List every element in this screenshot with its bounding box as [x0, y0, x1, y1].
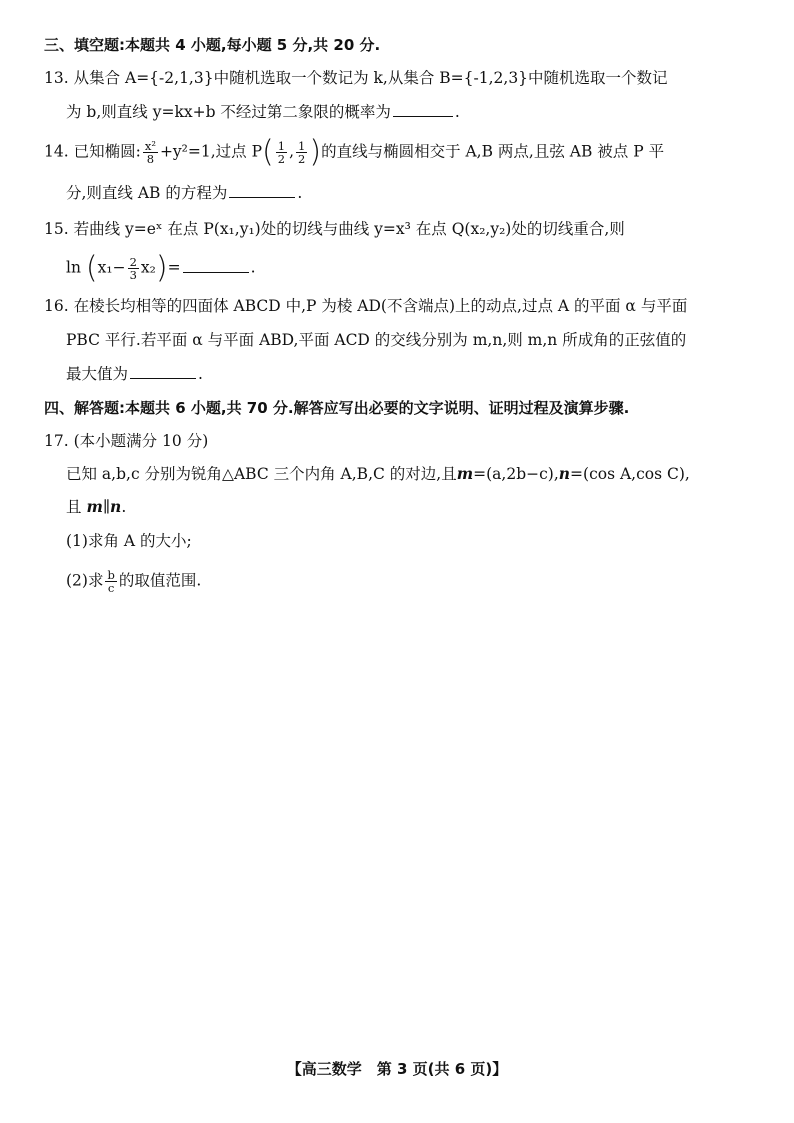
q14-fraction-ellipse: [143, 140, 158, 165]
q17-title: 17. (本小题满分 10 分): [44, 432, 209, 450]
q17-fraction-num: b: [107, 568, 115, 582]
q14-fraction-ellipse-num: x²: [144, 139, 156, 153]
q15-fraction-num: 2: [129, 255, 137, 269]
q15-answer-blank: [183, 257, 249, 273]
section-4-header: 四、解答题:本题共 6 小题,共 70 分.解答应写出必要的文字说明、证明过程及演算步骤.: [44, 399, 630, 417]
q14-left-paren: (: [262, 134, 274, 170]
q14-fraction-py: [296, 140, 307, 165]
q13-line-2: [66, 101, 460, 122]
q15-left-paren: (: [85, 250, 98, 286]
q17-part-2-pre: (2)求: [66, 571, 104, 590]
q15-equals: =: [167, 258, 181, 277]
q17-fraction-den: c: [107, 581, 115, 595]
q17-line-2: [66, 497, 126, 517]
q16-end: .: [198, 365, 203, 383]
q13-answer-blank: [393, 101, 453, 117]
q13-line-1: 13. 从集合 A={-2,1,3}中随机选取一个数记为 k,从集合 B={-1,2,3}中随机选取一个数记: [44, 69, 668, 87]
q14-number: 14.: [44, 142, 69, 161]
q16-line-3: [66, 363, 203, 384]
q17-line-2-end: .: [121, 498, 127, 516]
page-footer: 【高三数学 第 3 页(共 6 页)】: [286, 1060, 508, 1078]
q14-fraction-py-den: 2: [298, 152, 306, 166]
q15-fraction-den: 3: [129, 268, 137, 282]
q14-fraction-px: [276, 140, 287, 165]
vector-m-2: m: [86, 497, 103, 516]
q17-line-2-a: 且: [66, 498, 82, 516]
q16-line-1: 16. 在棱长均相等的四面体 ABCD 中,P 为棱 AD(不含端点)上的动点,过点 A 的平面 α 与平面: [44, 297, 688, 315]
section-3-header: 三、填空题:本题共 4 小题,每小题 5 分,共 20 分.: [44, 36, 381, 54]
q17-line-1-b: =(a,2b−c),: [473, 465, 559, 483]
q17-part-1: (1)求角 A 的大小;: [66, 532, 192, 550]
q14-line-2-text: 分,则直线 AB 的方程为: [66, 184, 228, 202]
q17-part-2: [66, 569, 201, 594]
q14-fraction-ellipse-den: 8: [146, 152, 155, 166]
q13-end: .: [454, 103, 460, 121]
q17-line-1-a: 已知 a,b,c 分别为锐角△ABC 三个内角 A,B,C 的对边,且: [66, 465, 457, 483]
q16-line-2: PBC 平行.若平面 α 与平面 ABD,平面 ACD 的交线分别为 m,n,则 m,n 所成角的正弦值的: [66, 331, 687, 349]
q15-line-1: 15. 若曲线 y=eˣ 在点 P(x₁,y₁)处的切线与曲线 y=x³ 在点 Q(x₂,y₂)处的切线重合,则: [44, 220, 625, 238]
q17-fraction-b-over-c: [105, 569, 116, 594]
q14-fraction-px-num: 1: [277, 139, 286, 153]
q14-right-paren: ): [309, 134, 322, 170]
q14-end: .: [297, 184, 303, 202]
q14-text-b: +y²=1,过点 P: [159, 142, 263, 161]
q13-text: 为 b,则直线 y=kx+b 不经过第二象限的概率为: [66, 103, 391, 121]
q14-answer-blank: [229, 182, 295, 198]
vector-n-2: n: [110, 497, 122, 516]
q17-line-1: [66, 464, 690, 484]
q17-part-2-post: 的取值范围.: [118, 571, 202, 590]
q15-fraction: [128, 256, 139, 281]
q14-text-c: 的直线与椭圆相交于 A,B 两点,且弦 AB 被点 P 平: [321, 142, 665, 161]
q15-ln: ln: [66, 258, 81, 277]
vector-n: n: [558, 464, 571, 483]
q15-end: .: [250, 258, 256, 277]
q14-fraction-py-num: 1: [298, 139, 306, 153]
q14-line-2: [66, 182, 302, 203]
q15-line-2: [66, 250, 256, 286]
q16-answer-blank: [130, 363, 196, 379]
q14-line-1: 14. 已知椭圆: $\frac{\text{x²}}{8}$ +y²=1,过点 P( $\frac{1}{2}$ , $\frac{1}{2}$ )的直线与椭圆相交于 A,B 两点,且弦 AB 被点 P 平: [44, 134, 665, 170]
q14-text-a: 已知椭圆:: [73, 142, 141, 161]
q14-fraction-px-den: 2: [277, 152, 286, 166]
q15-inner-b: x₂: [140, 258, 156, 277]
q16-line-3-text: 最大值为: [66, 365, 129, 383]
q15-right-paren: ): [155, 250, 168, 286]
vector-m: m: [456, 464, 474, 483]
q15-inner-a: x₁−: [97, 258, 126, 277]
q17-line-1-c: =(cos A,cos C),: [570, 465, 690, 483]
parallel-symbol: ∥: [102, 498, 111, 516]
